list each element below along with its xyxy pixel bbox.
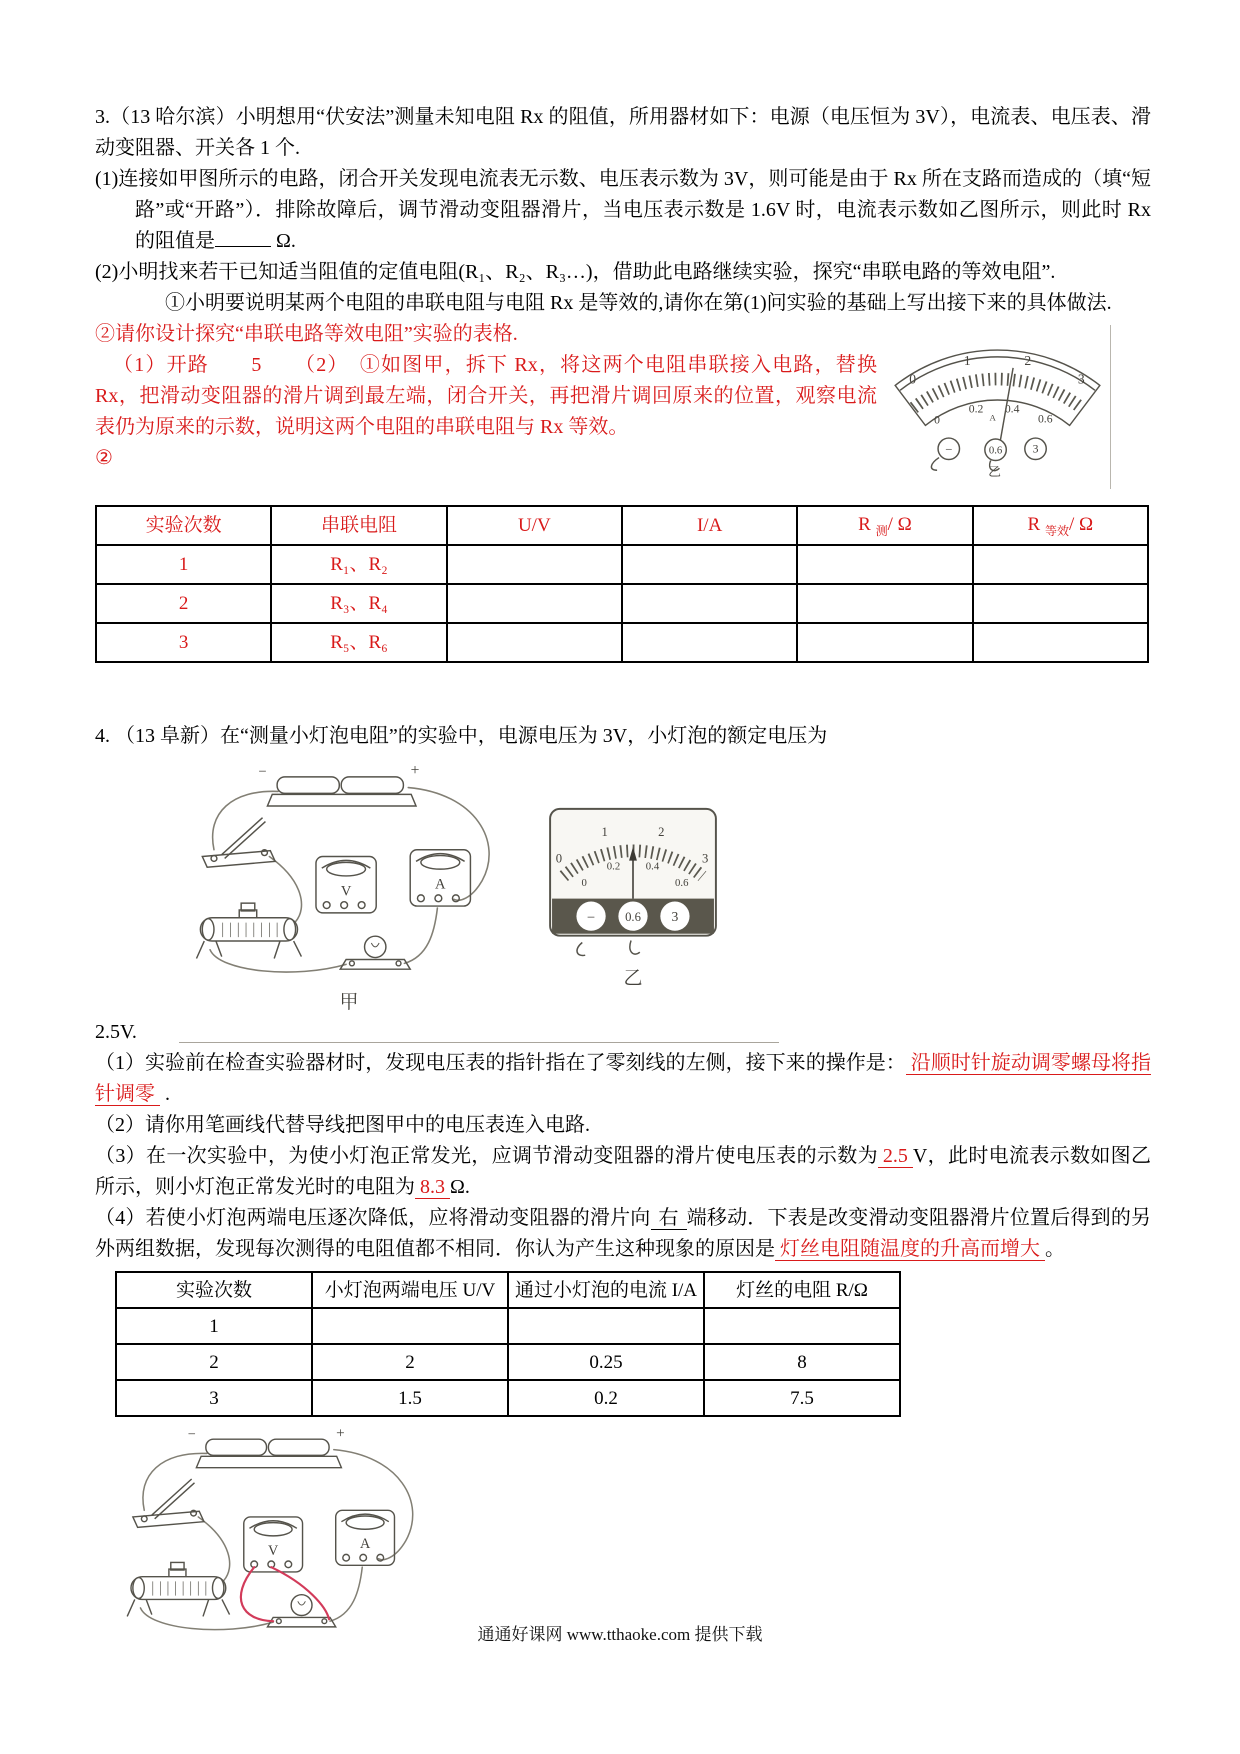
footer-text: 通通好课网 www.tthaoke.com 提供下载 [477,1625,763,1644]
q4-section [95,721,1151,1653]
q4-p4-answer-reason: 灯丝电阻随温度的升高而增大 [775,1238,1045,1261]
t1-r3-n: 3 [96,623,271,662]
circuit-diagram-answered-icon [110,1425,442,1643]
circuit-diagram-icon [179,762,519,986]
r-measured-unit: / Ω [887,514,912,536]
t2-r3-r: 7.5 [704,1380,900,1416]
q4-figures [179,762,1151,1017]
table-row [96,545,1148,584]
q4-rated-value: 2.5V. [95,1021,137,1044]
t2-header-resistance: 灯丝的电阻 R/Ω [704,1272,900,1308]
q3-red-answer-text: （1）开路 5 （2） ①如图甲，拆下 Rx，将这两个电阻串联接入电路，替换 Rx，把滑动变阻器的滑片调到最左端，闭合开关，再把滑片调回原来的位置，观察电流表仍为原来的示数，说明这两个电阻的串联电阻与 Rx 等效。 [95,354,877,438]
fan-ammeter-icon [893,325,1103,479]
q4-rated-line [95,1017,1151,1048]
t1-r2-i [622,584,797,623]
q4-p3-post: Ω. [450,1176,470,1199]
terminal-minus: − [586,910,596,927]
q4-p3-answer-voltage: 2.5 [878,1145,913,1168]
q4-intro-text: 4. （13 阜新）在“测量小灯泡电阻”的实验中，电源电压为 3V，小灯泡的额定电压为 [95,725,828,747]
q3-intro [95,102,1151,164]
q3-answer-blank [215,246,271,247]
q4-intro [95,721,1151,752]
scale-0a: 0 [934,413,941,427]
t1-header-i: I/A [622,506,797,545]
table-row [116,1308,900,1344]
scale-3: 3 [1077,371,1085,387]
t1-header-r-equiv [973,506,1148,545]
t1-r1-re [973,545,1148,584]
t2-r1-n: 1 [116,1308,312,1344]
table-header-row [116,1272,900,1308]
table-lamp-data [115,1271,901,1417]
t2-r2-u: 2 [312,1344,508,1380]
q3-subitem-2-text: ②请你设计探究“串联电路等效电阻”实验的表格. [95,323,518,345]
table-header-row [96,506,1148,545]
scale-2: 2 [1024,352,1032,368]
table-row [116,1380,900,1416]
q4-p3-text: （3）在一次实验中，为使小灯泡正常发光，应调节滑动变阻器的滑片使电压表的示数为 [95,1145,878,1168]
r-equiv-base: R [1027,514,1045,536]
q4-p4-mid: 端移动．下表是改变滑动变阻器滑片位置后得到的另外两组数据，发现每次测得的电阻值都不相同．你认为产生这种现象的原因是 [95,1207,1152,1261]
q3-intro-text: 3.（13 哈尔滨）小明想用“伏安法”测量未知电阻 Rx 的阻值，所用器材如下：电源（电压恒为 3V），电流表、电压表、滑动变阻器、开关各 1 个. [95,106,1151,159]
battery-plus-label: + [410,762,420,779]
q4-p3-mid: V，此时电流表示数如图乙所示，则小灯泡正常发光时的电阻为 [95,1145,1151,1199]
t2-r3-n: 3 [116,1380,312,1416]
scale-1: 1 [601,825,608,840]
t2-r2-i: 0.25 [508,1344,704,1380]
ammeter-label: A [359,1536,371,1553]
r-equiv-sub: 等效 [1044,524,1069,539]
q4-p1-answer: 沿顺时针旋动调零螺母将指针调零 [95,1052,1152,1106]
t2-header-voltage: 小灯泡两端电压 U/V [312,1272,508,1308]
table-row [96,584,1148,623]
t2-r2-n: 2 [116,1344,312,1380]
voltmeter-label: V [268,1543,279,1560]
q4-p3-answer-resistance: 8.3 [415,1176,450,1199]
scale-0: 0 [555,851,563,866]
battery-minus-label: − [187,1426,196,1443]
t2-r1-i [508,1308,704,1344]
terminal-minus: − [945,442,953,457]
scale-0: 0 [909,371,917,387]
scale-0a: 0 [581,876,587,889]
figure-caption-jia: 甲 [339,992,359,1013]
table-row [96,623,1148,662]
q3-part1-text: (1)连接如甲图所示的电路，闭合开关发现电流表无示数、电压表示数为 3V，则可能是由于 Rx 所在支路而造成的（填“短路”或“开路”）．排除故障后，调节滑动变阻器滑片，当电压表示数是 1.6V 时，电流表示数如乙图所示，则此时 Rx 的阻值是 [95,168,1151,252]
scale-06: 0.6 [1037,412,1053,426]
scale-02: 0.2 [606,860,621,873]
r-measured-base: R [858,514,876,536]
figure-ammeter-yi-q4 [545,804,721,993]
scale-2: 2 [658,825,665,840]
q3-part2-text: (2)小明找来若干已知适当阻值的定值电阻(R₁、R₂、R₃…)，借助此电路继续实验，探究“串联电路的等效电阻”. [95,261,1056,283]
scale-1: 1 [963,352,971,368]
t1-r3-i [622,623,797,662]
t1-r2-n: 2 [96,584,271,623]
battery-minus-label: − [258,763,267,780]
t1-r1-i [622,545,797,584]
scale-04: 0.4 [645,860,660,873]
t2-r3-i: 0.2 [508,1380,704,1416]
scale-3: 3 [702,851,709,866]
t1-r3-resistors: R₅、R₆ [271,623,446,662]
terminal-06: 0.6 [988,444,1003,457]
worksheet-content [95,102,1151,1653]
scale-06: 0.6 [675,876,689,889]
q4-part2 [95,1110,1151,1141]
t1-r1-rm [797,545,972,584]
t1-r2-re [973,584,1148,623]
q4-p4-text: （4）若使小灯泡两端电压逐次降低，应将滑动变阻器的滑片向 [95,1207,651,1230]
q4-p4-post: 。 [1045,1238,1065,1261]
r-equiv-unit: / Ω [1068,514,1094,536]
t1-header-trial: 实验次数 [96,506,271,545]
terminal-3: 3 [1032,442,1039,456]
t2-header-current: 通过小灯泡的电流 I/A [508,1272,704,1308]
t2-r2-r: 8 [704,1344,900,1380]
q4-part3 [95,1141,1151,1203]
t2-header-trial: 实验次数 [116,1272,312,1308]
t1-r3-u [447,623,622,662]
t1-r3-re [973,623,1148,662]
amp-unit: A [989,412,996,423]
q4-part4 [95,1203,1151,1265]
q3-part2 [95,257,1151,288]
terminal-06: 0.6 [625,910,641,925]
voltmeter-label: V [340,883,352,900]
t2-r3-u: 1.5 [312,1380,508,1416]
figure-circuit-jia [179,762,519,1017]
t1-r1-n: 1 [96,545,271,584]
panel-ammeter-icon [545,804,721,962]
ammeter-label: A [435,876,446,893]
q4-p1-post: . [160,1083,170,1106]
q3-subitem-1 [95,288,1151,319]
battery-plus-label: + [336,1425,345,1442]
scan-edge-line [179,1042,779,1043]
q3-part1-unit: Ω. [276,230,296,252]
q3-answer-circle2-text: ② [95,447,113,469]
r-measured-sub: 测 [875,524,888,539]
t1-r1-resistors: R₁、R₂ [271,545,446,584]
t1-r2-resistors: R₃、R₄ [271,584,446,623]
t2-r1-r [704,1308,900,1344]
scale-04: 0.4 [1004,402,1020,416]
q4-p2-text: （2）请你用笔画线代替导线把图甲中的电压表连入电路. [95,1114,590,1137]
q3-part1 [95,164,1151,257]
terminal-3: 3 [671,909,679,925]
voltmeter-answer-wires [241,1568,329,1622]
q4-part1 [95,1048,1151,1110]
scale-02: 0.2 [968,402,984,416]
t1-r1-u [447,545,622,584]
table-series-equivalent [95,505,1149,663]
t1-r3-rm [797,623,972,662]
t1-r2-u [447,584,622,623]
q3-answer-region [95,319,1151,495]
figure-caption-yi: 乙 [623,968,643,989]
t2-r1-u [312,1308,508,1344]
figure-caption-yi: 乙 [988,465,1001,479]
figure-ammeter-yi-q3 [893,325,1111,489]
q3-subitem-1-text: ①小明要说明某两个电阻的串联电阻与电阻 Rx 是等效的,请你在第(1)问实验的基础上写出接下来的具体做法. [165,292,1112,314]
t1-header-u: U/V [447,506,622,545]
q4-p4-answer-direction: 右 [651,1207,687,1230]
table-row [116,1344,900,1380]
q4-p1-text: （1）实验前在检查实验器材时，发现电压表的指针指在了零刻线的左侧，接下来的操作是： [95,1052,906,1075]
t1-r2-rm [797,584,972,623]
t1-header-r-measured [797,506,972,545]
t1-header-series-r: 串联电阻 [271,506,446,545]
